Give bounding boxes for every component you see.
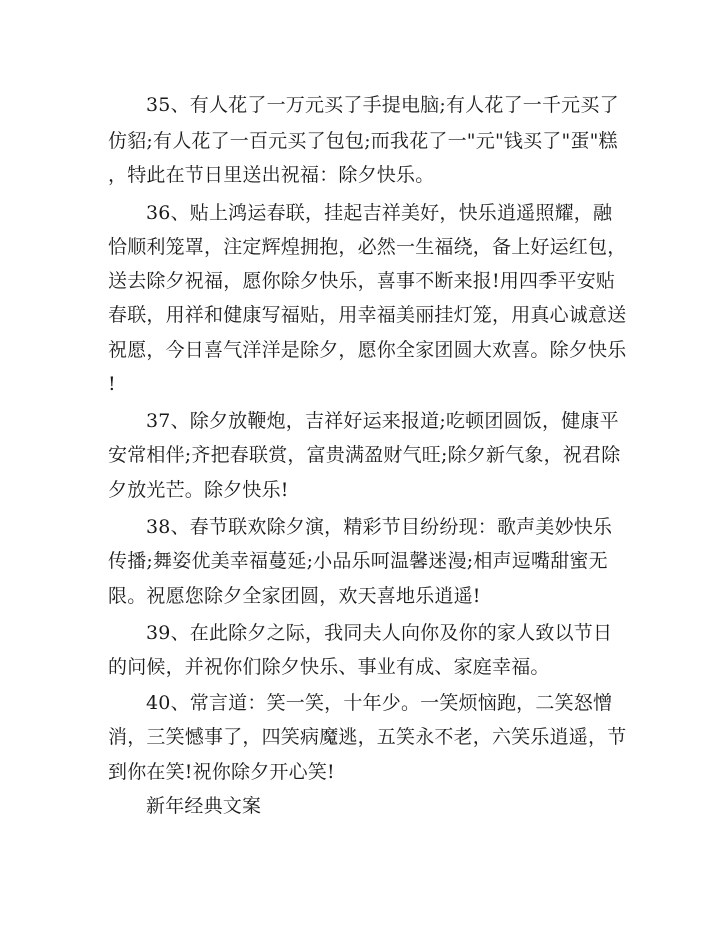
text-line: 39、在此除夕之际，我同夫人向你及你的家人致以节日 (146, 622, 613, 644)
text-line: 的问候，并祝你们除夕快乐、事业有成、家庭幸福。 (108, 656, 550, 678)
text-line: ! (108, 373, 116, 395)
text-line: 仿貂;有人花了一百元买了包包;而我花了一"元"钱买了"蛋"糕 (108, 130, 618, 152)
text-line: 春联，用祥和健康写福贴，用幸福美丽挂灯笼，用真心诚意送 (108, 304, 627, 326)
text-line: 传播;舞姿优美幸福蔓延;小品乐呵温馨迷漫;相声逗嘴甜蜜无 (108, 550, 608, 572)
text-line: 38、春节联欢除夕演，精彩节目纷纷现：歌声美妙快乐 (146, 516, 613, 538)
text-line: ，特此在节日里送出祝福：除夕快乐。 (108, 164, 435, 186)
text-line: 安常相伴;齐把春联赏，富贵满盈财气旺;除夕新气象，祝君除 (108, 444, 621, 466)
text-line: 限。祝愿您除夕全家团圆，欢天喜地乐逍遥! (108, 585, 481, 607)
text-line: 消，三笑憾事了，四笑病魔逃，五笑永不老，六笑乐逍遥，节 (108, 726, 627, 748)
section-heading: 新年经典文案 (146, 795, 262, 817)
text-line: 37、除夕放鞭炮，吉祥好运来报道;吃顿团圆饭，健康平 (146, 410, 619, 432)
text-line: 36、贴上鸿运春联，挂起吉祥美好，快乐逍遥照耀，融 (146, 202, 613, 224)
text-line: 祝愿，今日喜气洋洋是除夕，愿你全家团圆大欢喜。除夕快乐 (108, 339, 627, 361)
text-line: 恰顺利笼罩，注定辉煌拥抱，必然一生福绕，备上好运红包， (108, 236, 627, 258)
text-line: 35、有人花了一万元买了手提电脑;有人花了一千元买了 (146, 94, 619, 116)
text-line: 到你在笑!祝你除夕开心笑! (108, 761, 335, 783)
text-line: 40、常言道：笑一笑，十年少。一笑烦恼跑，二笑怒憎 (146, 692, 613, 714)
text-line: 夕放光芒。除夕快乐! (108, 479, 289, 501)
text-line: 送去除夕祝福，愿你除夕快乐，喜事不断来报!用四季平安贴 (108, 270, 616, 292)
